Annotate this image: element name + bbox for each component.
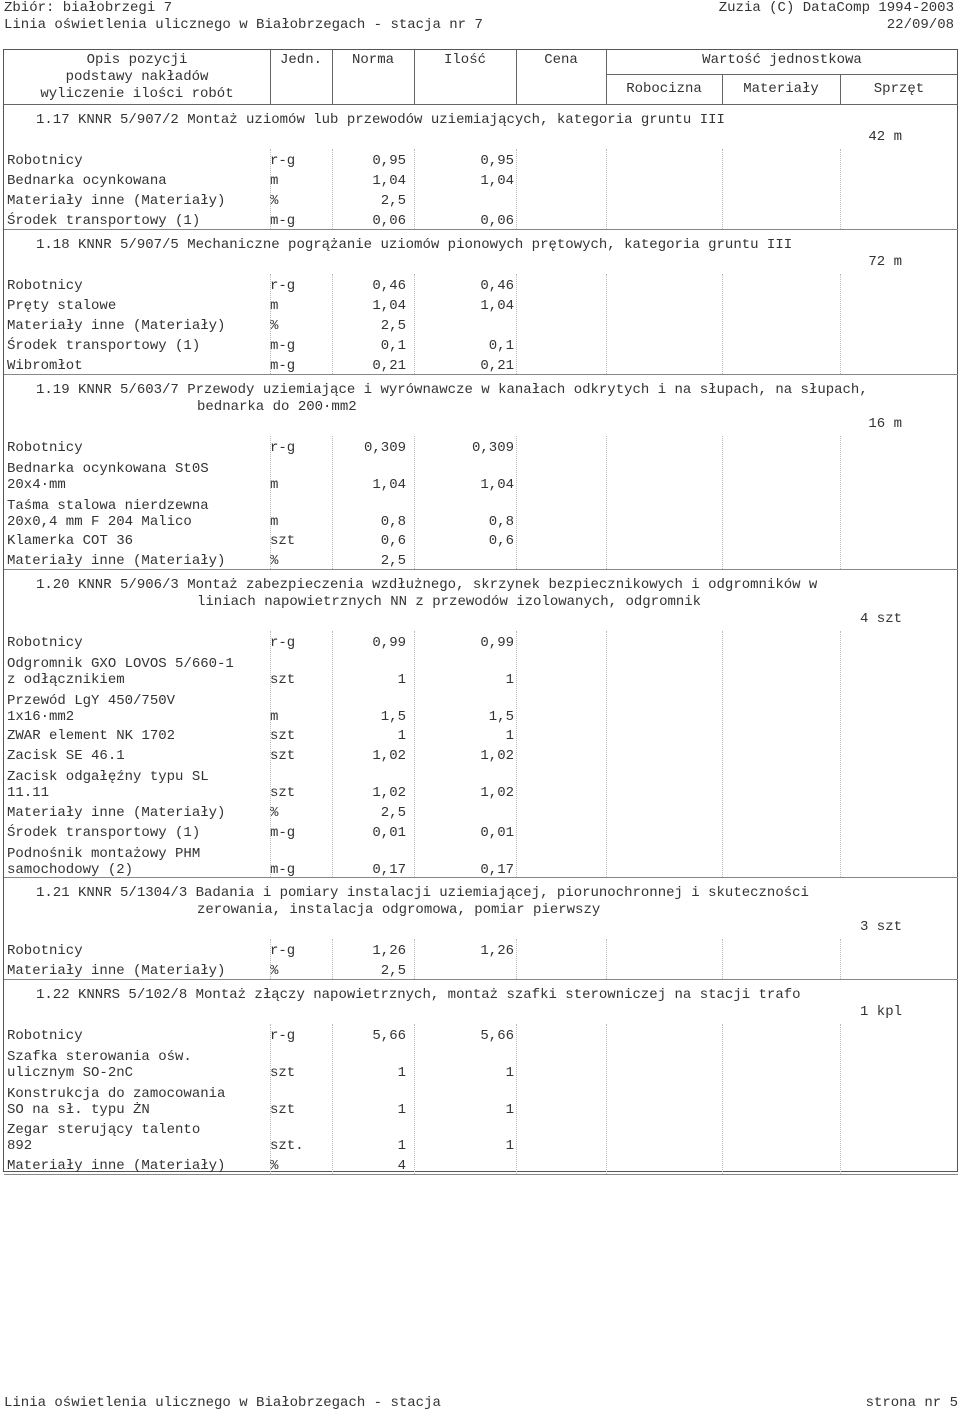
row-unit: m-g (270, 338, 296, 354)
row-unit: szt (270, 748, 296, 764)
row-quantity: 1 (505, 1101, 514, 1118)
column-header-description-3: wyliczenie ilości robót (40, 86, 234, 102)
row-unit: szt (270, 1065, 296, 1081)
row-unit: % (270, 318, 279, 334)
row-description: Robotnicy (7, 153, 83, 169)
row-quantity: 0,06 (480, 213, 514, 229)
position-amount: 42 m (868, 129, 902, 145)
row-description: Środek transportowy (1) (7, 824, 201, 841)
row-description: z odłącznikiem (7, 672, 125, 688)
row-norm: 1,5 (380, 708, 406, 725)
row-norm: 1 (397, 1138, 406, 1154)
row-norm: 1,02 (372, 748, 406, 764)
row-unit: r-g (270, 278, 296, 294)
collection-name: Zbiór: białobrzegi 7 (4, 0, 173, 16)
position-amount: 3 szt (859, 919, 902, 935)
row-unit: % (270, 193, 279, 209)
row-norm: 1,04 (372, 477, 406, 493)
row-description: Środek transportowy (1) (7, 213, 201, 229)
row-description: 20x0,4 mm F 204 Malico (7, 513, 192, 530)
row-description: Materiały inne (Materiały) (7, 553, 226, 569)
row-norm: 2,5 (380, 318, 406, 334)
row-quantity: 1 (505, 728, 514, 744)
row-norm: 4 (397, 1157, 406, 1174)
row-unit: m-g (270, 861, 296, 878)
row-quantity: 5,66 (480, 1028, 514, 1044)
row-quantity: 0,95 (480, 153, 514, 169)
column-header-norm: Norma (351, 52, 394, 68)
row-unit: r-g (270, 1028, 296, 1044)
row-norm: 0,99 (372, 635, 406, 651)
column-header-labor: Robocizna (626, 81, 702, 97)
row-norm: 0,01 (372, 824, 406, 841)
row-description: Pręty stalowe (7, 298, 117, 314)
row-unit: szt. (270, 1138, 304, 1154)
row-description: Podnośnik montażowy PHM (7, 845, 201, 862)
row-quantity: 1,26 (480, 943, 514, 959)
row-unit: r-g (270, 635, 296, 651)
row-description: SO na sł. typu ŻN (7, 1101, 150, 1118)
row-description: Zegar sterujący talento (7, 1122, 201, 1138)
row-description: Bednarka ocynkowana St0S (7, 461, 209, 477)
page-number: strona nr 5 (865, 1395, 958, 1411)
row-description: Robotnicy (7, 943, 83, 959)
position-amount: 4 szt (859, 611, 902, 627)
row-norm: 1,04 (372, 298, 406, 314)
column-header-quantity: Ilość (443, 52, 486, 68)
row-description: ulicznym SO-2nC (7, 1065, 134, 1081)
row-description: Robotnicy (7, 278, 83, 294)
row-norm: 2,5 (380, 193, 406, 209)
row-unit: szt (270, 728, 296, 744)
row-description: Odgromnik GXO LOVOS 5/660-1 (7, 656, 234, 672)
row-quantity: 0,8 (488, 513, 514, 530)
column-header-description-1: Opis pozycji (86, 52, 188, 68)
row-norm: 1 (397, 672, 406, 688)
row-description: Taśma stalowa nierdzewna (7, 497, 209, 514)
row-unit: szt (270, 785, 296, 801)
column-header-unit: Jedn. (279, 52, 322, 68)
row-description: Zacisk odgałęźny typu SL (7, 769, 209, 785)
row-norm: 0,21 (372, 358, 406, 374)
row-norm: 5,66 (372, 1028, 406, 1044)
row-description: Materiały inne (Materiały) (7, 963, 226, 979)
row-quantity: 0,1 (488, 338, 514, 354)
row-description: Zacisk SE 46.1 (7, 748, 125, 764)
row-description: Robotnicy (7, 440, 83, 456)
row-description: Materiały inne (Materiały) (7, 1157, 226, 1174)
row-description: Materiały inne (Materiały) (7, 804, 226, 821)
row-unit: m (270, 477, 279, 493)
row-description: 892 (7, 1138, 33, 1154)
row-quantity: 1,5 (488, 708, 514, 725)
row-quantity: 0,99 (480, 635, 514, 651)
row-norm: 1 (397, 1065, 406, 1081)
row-unit: m-g (270, 213, 296, 229)
row-quantity: 1 (505, 1065, 514, 1081)
row-description: samochodowy (2) (7, 861, 134, 878)
row-description: Przewód LgY 450/750V (7, 692, 176, 709)
row-description: Środek transportowy (1) (7, 338, 201, 354)
row-quantity: 1,04 (480, 298, 514, 314)
row-unit: % (270, 1157, 279, 1174)
row-norm: 0,309 (363, 440, 406, 456)
document-title: Linia oświetlenia ulicznego w Białobrzegach - stacja nr 7 (4, 17, 483, 33)
row-description: Szafka sterowania ośw. (7, 1049, 192, 1065)
row-description: Robotnicy (7, 635, 83, 651)
row-norm: 1,02 (372, 785, 406, 801)
position-title-continued: zerowania, instalacja odgromowa, pomiar pierwszy (197, 902, 601, 918)
position-amount: 16 m (868, 416, 902, 432)
position-amount: 1 kpl (859, 1004, 902, 1020)
row-norm: 0,06 (372, 213, 406, 229)
row-description: Konstrukcja do zamocowania (7, 1085, 226, 1102)
row-norm: 2,5 (380, 804, 406, 821)
row-description: Bednarka ocynkowana (7, 173, 167, 189)
row-description: 11.11 (7, 785, 50, 801)
row-quantity: 0,17 (480, 861, 514, 878)
row-description: Klamerka COT 36 (7, 533, 134, 549)
position-title: 1.18 KNNR 5/907/5 Mechaniczne pogrążanie uziomów pionowych prętowych, kategoria gruntu III (36, 237, 793, 253)
row-norm: 0,17 (372, 861, 406, 878)
row-norm: 0,46 (372, 278, 406, 294)
row-quantity: 1,04 (480, 173, 514, 189)
column-header-materials: Materiały (743, 81, 819, 97)
row-quantity: 0,6 (488, 533, 514, 549)
row-norm: 1,26 (372, 943, 406, 959)
column-header-unit-value: Wartość jednostkowa (702, 52, 862, 68)
row-norm: 2,5 (380, 963, 406, 979)
row-quantity: 1 (505, 672, 514, 688)
row-unit: szt (270, 1101, 296, 1118)
row-unit: r-g (270, 943, 296, 959)
row-norm: 1,04 (372, 173, 406, 189)
position-title: 1.17 KNNR 5/907/2 Montaż uziomów lub przewodów uziemiających, kategoria gruntu III (36, 112, 725, 128)
row-unit: m-g (270, 358, 296, 374)
row-unit: % (270, 804, 279, 821)
row-unit: % (270, 553, 279, 569)
column-header-equipment: Sprzęt (873, 81, 925, 97)
row-norm: 1 (397, 728, 406, 744)
position-title-continued: bednarka do 200·mm2 (197, 399, 357, 415)
row-unit: m (270, 298, 279, 314)
row-unit: szt (270, 533, 296, 549)
print-date: 22/09/08 (886, 17, 954, 33)
row-description: Materiały inne (Materiały) (7, 318, 226, 334)
row-unit: m (270, 513, 279, 530)
row-quantity: 1,04 (480, 477, 514, 493)
row-unit: % (270, 963, 279, 979)
column-header-price: Cena (544, 52, 578, 68)
row-unit: m-g (270, 824, 296, 841)
position-title: 1.22 KNNRS 5/102/8 Montaż złączy napowietrznych, montaż szafki sterowniczej na stacji trafo (36, 987, 801, 1003)
row-norm: 2,5 (380, 553, 406, 569)
row-description: ZWAR element NK 1702 (7, 728, 176, 744)
row-description: Wibromłot (7, 358, 83, 374)
position-title: 1.20 KNNR 5/906/3 Montaż zabezpieczenia wzdłużnego, skrzynek bezpiecznikowych i odgromników w (36, 577, 818, 593)
footer-title: Linia oświetlenia ulicznego w Białobrzegach - stacja (4, 1395, 441, 1411)
software-credit: Zuzia (C) DataComp 1994-2003 (718, 0, 954, 16)
row-quantity: 0,309 (471, 440, 514, 456)
row-quantity: 1,02 (480, 748, 514, 764)
row-quantity: 1 (505, 1138, 514, 1154)
row-unit: r-g (270, 153, 296, 169)
row-quantity: 0,46 (480, 278, 514, 294)
column-header-description-2: podstawy nakładów (65, 69, 209, 85)
row-unit: m (270, 708, 279, 725)
row-unit: r-g (270, 440, 296, 456)
row-quantity: 0,01 (480, 824, 514, 841)
row-description: 1x16·mm2 (7, 708, 75, 725)
row-description: Robotnicy (7, 1028, 83, 1044)
row-norm: 0,95 (372, 153, 406, 169)
position-title: 1.21 KNNR 5/1304/3 Badania i pomiary instalacji uziemiającej, piorunochronnej i skuteczności (36, 885, 809, 901)
position-title-continued: liniach napowietrznych NN z przewodów izolowanych, odgromnik (197, 594, 702, 610)
row-norm: 0,6 (380, 533, 406, 549)
row-quantity: 0,21 (480, 358, 514, 374)
row-unit: szt (270, 672, 296, 688)
row-norm: 0,8 (380, 513, 406, 530)
row-quantity: 1,02 (480, 785, 514, 801)
row-description: 20x4·mm (7, 477, 66, 493)
position-title: 1.19 KNNR 5/603/7 Przewody uziemiające i wyrównawcze w kanałach odkrytych i na słupach, na słupach, (36, 382, 868, 398)
position-amount: 72 m (868, 254, 902, 270)
row-unit: m (270, 173, 279, 189)
row-norm: 1 (397, 1101, 406, 1118)
row-description: Materiały inne (Materiały) (7, 193, 226, 209)
row-norm: 0,1 (380, 338, 406, 354)
